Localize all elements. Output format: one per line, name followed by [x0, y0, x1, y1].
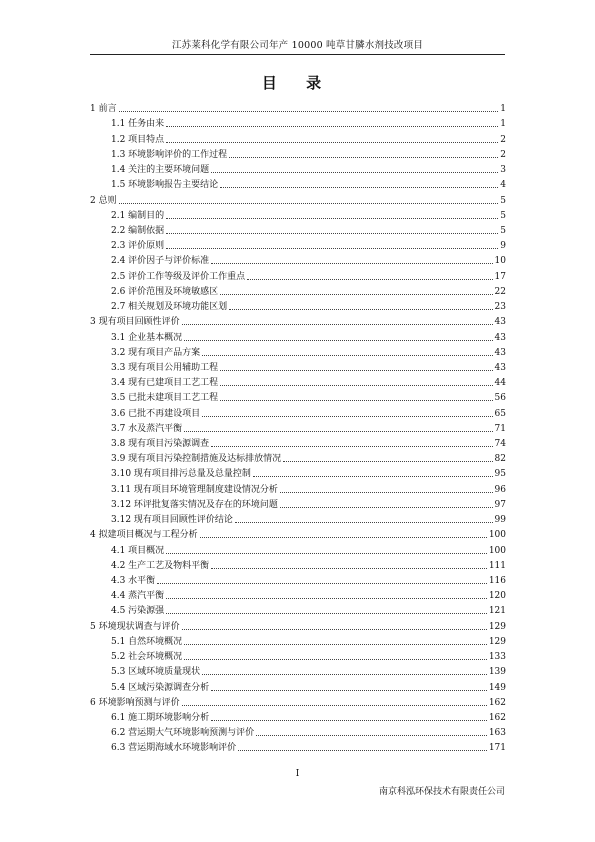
toc-dot-leader [166, 233, 498, 234]
toc-dot-leader [182, 324, 493, 325]
toc-entry-label: 4.2 生产工艺及物料平衡 [111, 560, 210, 571]
toc-entry-page: 2 [500, 149, 506, 160]
toc-entry-page: 43 [494, 332, 506, 343]
toc-section-entry[interactable] [90, 222, 506, 237]
toc-dot-leader [211, 690, 487, 691]
toc-section-entry[interactable] [90, 663, 506, 678]
toc-entry-label: 5.3 区域环境质量现状 [111, 667, 201, 678]
toc-dot-leader [166, 142, 498, 143]
toc-entry-label: 2.2 编制依据 [111, 225, 165, 236]
toc-entry-label: 2.4 评价因子与评价标准 [111, 256, 210, 267]
toc-entry-page: 4 [500, 180, 506, 191]
toc-entry-label: 5.4 区域污染源调查分析 [111, 682, 210, 693]
toc-dot-leader [220, 370, 492, 371]
toc-entry-label: 3.10 现有项目排污总量及总量控制 [111, 469, 251, 480]
toc-entry-page: 162 [488, 712, 506, 723]
toc-dot-leader [229, 157, 498, 158]
toc-dot-leader [211, 263, 492, 264]
toc-entry-page: 5 [500, 225, 506, 236]
toc-dot-leader [247, 279, 492, 280]
page-title: 目 录 [261, 74, 334, 92]
toc-dot-leader [211, 720, 487, 721]
toc-dot-leader [283, 461, 492, 462]
toc-dot-leader [202, 674, 487, 675]
toc-section-entry[interactable] [90, 709, 506, 724]
toc-section-entry[interactable] [90, 587, 506, 602]
toc-entry-page: 71 [494, 423, 506, 434]
toc-dot-leader [166, 553, 487, 554]
toc-entry-page: 162 [488, 697, 506, 708]
toc-entry-label: 2.7 相关规划及环境功能区划 [111, 302, 228, 313]
toc-entry-page: 139 [488, 667, 506, 678]
toc-entry-page: 133 [488, 652, 506, 663]
toc-entry-label: 2.6 评价范围及环境敏感区 [111, 286, 219, 297]
toc-dot-leader [200, 537, 487, 538]
toc-dot-leader [229, 309, 492, 310]
toc-entry-label: 3.6 已批不再建设项目 [111, 408, 201, 419]
toc-dot-leader [182, 629, 487, 630]
toc-section-entry[interactable] [90, 146, 506, 161]
toc-entry-label: 5.2 社会环境概况 [111, 652, 183, 663]
toc-section-entry[interactable] [90, 557, 506, 572]
toc-entry-page: 74 [494, 439, 506, 450]
toc-entry-label: 2.5 评价工作等级及评价工作重点 [111, 271, 246, 282]
toc-section-entry[interactable] [90, 420, 506, 435]
toc-dot-leader [238, 750, 487, 751]
toc-section-entry[interactable] [90, 267, 506, 282]
toc-section-entry[interactable] [90, 130, 506, 145]
toc-entry-label: 1.2 项目特点 [111, 134, 165, 145]
toc-entry-label: 3.9 现有项目污染控制措施及达标排放情况 [111, 454, 282, 465]
toc-dot-leader [280, 507, 493, 508]
toc-entry-page: 1 [500, 119, 506, 130]
toc-entry-label: 3.12 环评批复落实情况及存在的环境问题 [111, 499, 278, 510]
toc-dot-leader [182, 705, 487, 706]
toc-entry-label: 6.1 施工期环境影响分析 [111, 712, 210, 723]
toc-dot-leader [119, 111, 499, 112]
toc-entry-page: 100 [488, 530, 506, 541]
toc-entry-label: 3.2 现有项目产品方案 [111, 347, 201, 358]
toc-entry-page: 44 [494, 378, 506, 389]
toc-dot-leader [256, 735, 487, 736]
toc-section-entry[interactable] [90, 511, 506, 526]
toc-entry-page: 99 [494, 515, 506, 526]
toc-entry-page: 5 [500, 195, 506, 206]
toc-entry-page: 56 [494, 393, 506, 404]
toc-section-entry[interactable] [90, 435, 506, 450]
toc-dot-leader [166, 598, 487, 599]
toc-chapter-entry[interactable] [90, 617, 506, 632]
toc-dot-leader [184, 340, 492, 341]
toc-entry-label: 4.1 项目概况 [111, 545, 165, 556]
toc-entry-page: 43 [494, 362, 506, 373]
toc-section-entry[interactable] [90, 602, 506, 617]
toc-dot-leader [220, 385, 492, 386]
toc-dot-leader [166, 248, 498, 249]
toc-entry-page: 1 [500, 104, 506, 115]
toc-dot-leader [211, 446, 492, 447]
toc-section-entry[interactable] [90, 496, 506, 511]
toc-section-entry[interactable] [90, 359, 506, 374]
toc-section-entry[interactable] [90, 678, 506, 693]
toc-section-entry[interactable] [90, 633, 506, 648]
toc-entry-label: 1.5 环境影响报告主要结论 [111, 180, 219, 191]
toc-entry-page: 22 [494, 286, 506, 297]
toc-entry-label: 3.7 水及蒸汽平衡 [111, 423, 183, 434]
toc-entry-page: 3 [500, 165, 506, 176]
toc-section-entry[interactable] [90, 541, 506, 556]
toc-section-entry[interactable] [90, 252, 506, 267]
toc-dot-leader [280, 492, 493, 493]
toc-entry-label: 2 总则 [90, 195, 117, 206]
toc-entry-page: 111 [488, 560, 506, 571]
running-header: 江苏莱科化学有限公司年产 10000 吨草甘膦水剂技改项目 [171, 40, 424, 51]
toc-entry-label: 4.4 蒸汽平衡 [111, 591, 165, 602]
toc-dot-leader [211, 568, 487, 569]
header-divider [90, 54, 505, 55]
toc-dot-leader [220, 294, 492, 295]
toc-entry-label: 3.4 现有已建项目工艺工程 [111, 378, 219, 389]
toc-entry-page: 9 [500, 241, 506, 252]
toc-section-entry[interactable] [90, 374, 506, 389]
toc-entry-page: 43 [494, 317, 506, 328]
toc-entry-page: 65 [494, 408, 506, 419]
toc-entry-page: 120 [488, 591, 506, 602]
toc-chapter-entry[interactable] [90, 100, 506, 115]
toc-dot-leader [166, 613, 487, 614]
toc-dot-leader [119, 203, 499, 204]
toc-entry-page: 43 [494, 347, 506, 358]
toc-chapter-entry[interactable] [90, 694, 506, 709]
toc-dot-leader [184, 644, 487, 645]
toc-section-entry[interactable] [90, 739, 506, 754]
toc-section-entry[interactable] [90, 176, 506, 191]
toc-section-entry[interactable] [90, 572, 506, 587]
toc-entry-label: 1.1 任务由来 [111, 119, 165, 130]
toc-entry-label: 1 前言 [90, 104, 117, 115]
toc-entry-page: 82 [494, 454, 506, 465]
toc-entry-page: 96 [494, 484, 506, 495]
toc-entry-page: 5 [500, 210, 506, 221]
toc-entry-label: 4.5 污染源强 [111, 606, 165, 617]
toc-dot-leader [166, 218, 498, 219]
toc-entry-label: 3.11 现有项目环境管理制度建设情况分析 [111, 484, 278, 495]
toc-section-entry[interactable] [90, 344, 506, 359]
toc-dot-leader [220, 400, 492, 401]
toc-section-entry[interactable] [90, 328, 506, 343]
toc-dot-leader [184, 659, 487, 660]
toc-chapter-entry[interactable] [90, 313, 506, 328]
toc-chapter-entry[interactable] [90, 526, 506, 541]
toc-entry-label: 6 环境影响预测与评价 [90, 697, 180, 708]
toc-section-entry[interactable] [90, 283, 506, 298]
toc-dot-leader [184, 431, 492, 432]
toc-dot-leader [220, 187, 498, 188]
toc-entry-page: 129 [488, 636, 506, 647]
toc-dot-leader [202, 355, 492, 356]
toc-section-entry[interactable] [90, 450, 506, 465]
toc-section-entry[interactable] [90, 161, 506, 176]
toc-section-entry[interactable] [90, 404, 506, 419]
toc-entry-label: 1.4 关注的主要环境问题 [111, 165, 210, 176]
toc-entry-label: 3.5 已批未建项目工艺工程 [111, 393, 219, 404]
toc-entry-label: 1.3 环境影响评价的工作过程 [111, 149, 228, 160]
toc-dot-leader [253, 476, 493, 477]
toc-entry-page: 116 [488, 576, 506, 586]
toc-chapter-entry[interactable] [90, 191, 506, 206]
toc-dot-leader [157, 583, 487, 584]
toc-dot-leader [166, 126, 498, 127]
toc-entry-label: 5.1 自然环境概况 [111, 636, 183, 647]
footer-company: 南京科泓环保技术有限责任公司 [378, 787, 505, 797]
toc-section-entry[interactable] [90, 237, 506, 252]
toc-entry-page: 149 [488, 682, 506, 693]
toc-section-entry[interactable] [90, 389, 506, 404]
toc-entry-page: 121 [488, 606, 506, 617]
toc-section-entry[interactable] [90, 298, 506, 313]
toc-entry-label: 4 拟建项目概况与工程分析 [90, 530, 198, 541]
toc-entry-label: 4.3 水平衡 [111, 576, 156, 586]
toc-entry-page: 100 [488, 545, 506, 556]
toc-entry-label: 2.1 编制目的 [111, 210, 165, 221]
toc-entry-label: 3.12 现有项目回顾性评价结论 [111, 515, 233, 526]
toc-entry-page: 23 [494, 302, 506, 313]
toc-dot-leader [211, 172, 498, 173]
toc-entry-label: 2.3 评价原则 [111, 241, 165, 252]
toc-section-entry[interactable] [90, 724, 506, 739]
toc-entry-page: 129 [488, 621, 506, 632]
toc-entry-label: 3 现有项目回顾性评价 [90, 317, 180, 328]
toc-entry-label: 3.8 现有项目污染源调查 [111, 439, 210, 450]
toc-entry-label: 3.3 现有项目公用辅助工程 [111, 362, 219, 373]
toc-entry-page: 10 [494, 256, 506, 267]
toc-entry-label: 5 环境现状调查与评价 [90, 621, 180, 632]
toc-entry-label: 3.1 企业基本概况 [111, 332, 183, 343]
toc-entry-page: 95 [494, 469, 506, 480]
page-number: I [295, 769, 300, 779]
toc-entry-page: 97 [494, 499, 506, 510]
toc-entry-page: 2 [500, 134, 506, 145]
toc-entry-label: 6.3 营运期海域水环境影响评价 [111, 743, 237, 754]
toc-entry-page: 171 [488, 743, 506, 754]
table-of-contents [90, 100, 506, 754]
toc-dot-leader [235, 522, 493, 523]
toc-section-entry[interactable] [90, 480, 506, 495]
toc-section-entry[interactable] [90, 648, 506, 663]
toc-entry-page: 17 [494, 271, 506, 282]
toc-entry-label: 6.2 营运期大气环境影响预测与评价 [111, 728, 255, 739]
toc-section-entry[interactable] [90, 465, 506, 480]
toc-dot-leader [202, 416, 492, 417]
toc-section-entry[interactable] [90, 115, 506, 130]
toc-entry-page: 163 [488, 728, 506, 739]
toc-section-entry[interactable] [90, 207, 506, 222]
